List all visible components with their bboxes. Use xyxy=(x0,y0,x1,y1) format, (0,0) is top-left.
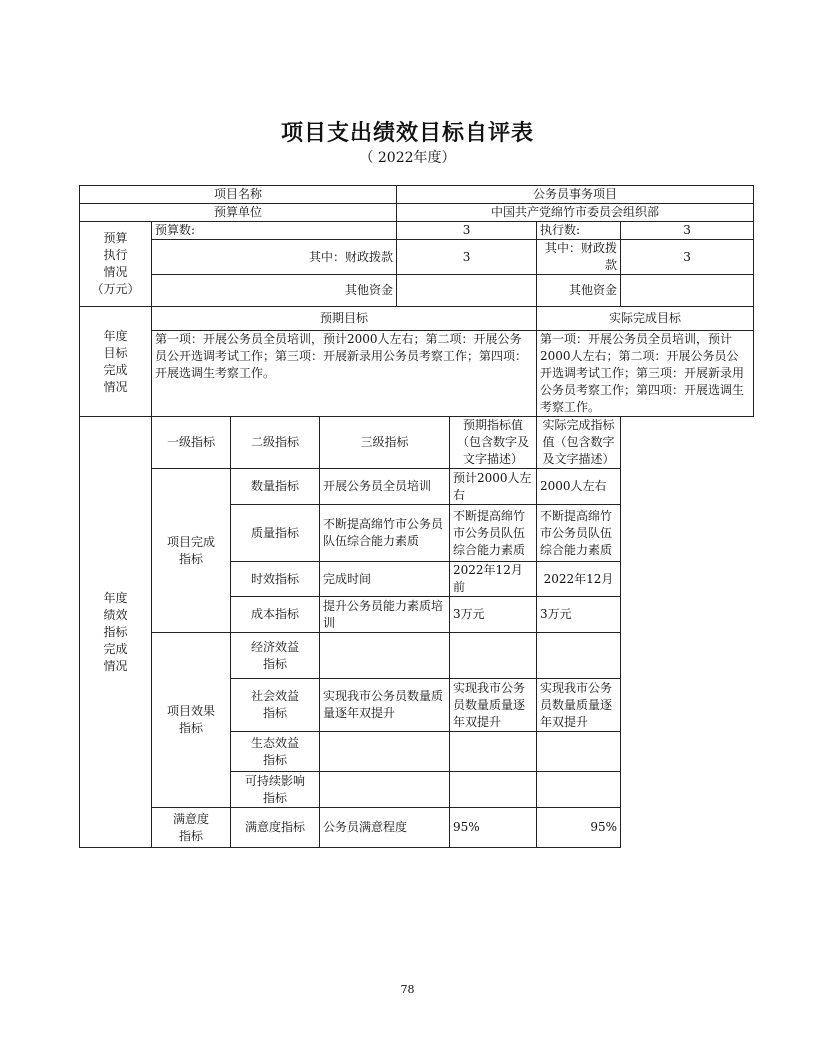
level3-cell xyxy=(320,772,450,808)
execution-amount-value: 3 xyxy=(621,222,754,240)
expected-value-cell: 实现我市公务员数量质量逐年双提升 xyxy=(450,679,537,732)
level2-cell: 数量指标 xyxy=(231,469,320,505)
expected-value-header: 预期指标值（包含数字及文字描述） xyxy=(450,417,537,469)
expected-value-cell xyxy=(450,772,537,808)
fiscal-allocation-label: 其中：财政拨款 xyxy=(152,240,397,275)
level3-cell xyxy=(320,633,450,679)
level2-cell: 成本指标 xyxy=(231,597,320,633)
table-row xyxy=(80,633,754,679)
page-number: 78 xyxy=(400,983,415,996)
level3-cell: 开展公务员全员培训 xyxy=(320,469,450,505)
budget-section-label: 预算 执行 情况 （万元） xyxy=(80,222,152,307)
level1-header: 一级指标 xyxy=(152,417,231,469)
budget-unit-label: 预算单位 xyxy=(80,204,397,222)
budget-unit-value: 中国共产党绵竹市委员会组织部 xyxy=(397,204,754,222)
level3-cell: 不断提高绵竹市公务员队伍综合能力素质 xyxy=(320,505,450,562)
level3-header: 三级指标 xyxy=(320,417,450,469)
level2-cell: 质量指标 xyxy=(231,505,320,562)
other-funds-budget xyxy=(397,275,537,307)
indicators-section-label: 年度 绩效 指标 完成 情况 xyxy=(80,417,152,848)
execution-amount-label: 执行数: xyxy=(537,222,621,240)
project-name-value: 公务员事务项目 xyxy=(397,186,754,204)
level2-cell: 满意度指标 xyxy=(231,808,320,848)
actual-value-cell: 2000人左右 xyxy=(537,469,621,505)
level3-cell: 完成时间 xyxy=(320,562,450,597)
effect-indicators-label: 项目效果 指标 xyxy=(152,633,231,808)
level2-cell: 经济效益 指标 xyxy=(231,633,320,679)
expected-value-cell: 预计2000人左右 xyxy=(450,469,537,505)
other-funds-exec-label: 其他资金 xyxy=(537,275,621,307)
level3-cell: 实现我市公务员数量质量逐年双提升 xyxy=(320,679,450,732)
level2-cell: 社会效益 指标 xyxy=(231,679,320,732)
expected-value-cell xyxy=(450,633,537,679)
form-year: （ 2022年度） xyxy=(359,150,456,166)
expected-value-cell: 3万元 xyxy=(450,597,537,633)
level2-cell: 时效指标 xyxy=(231,562,320,597)
actual-value-cell xyxy=(537,772,621,808)
other-funds-label: 其他资金 xyxy=(152,275,397,307)
actual-value-cell: 实现我市公务员数量质量逐年双提升 xyxy=(537,679,621,732)
actual-value-cell: 3万元 xyxy=(537,597,621,633)
expected-goal-header: 预期目标 xyxy=(152,307,537,331)
actual-value-header: 实际完成指标值（包含数字及文字描述） xyxy=(537,417,621,469)
actual-value-cell: 95% xyxy=(537,808,621,848)
expected-goal-text: 第一项：开展公务员全员培训，预计2000人左右；第二项：开展公务员公开选调考试工作；第三项：开展新录用公务员考察工作；第四项：开展选调生考察工作。 xyxy=(152,331,537,417)
level3-cell xyxy=(320,732,450,772)
expected-value-cell xyxy=(450,732,537,772)
satisfaction-indicators-label: 满意度 指标 xyxy=(152,808,231,848)
expected-value-cell: 不断提高绵竹市公务员队伍综合能力素质 xyxy=(450,505,537,562)
actual-value-cell: 2022年12月 xyxy=(537,562,621,597)
actual-value-cell xyxy=(537,732,621,772)
fiscal-allocation-exec: 3 xyxy=(621,240,754,275)
performance-table xyxy=(79,185,754,848)
budget-amount-value: 3 xyxy=(397,222,537,240)
level2-cell: 可持续影响 指标 xyxy=(231,772,320,808)
fiscal-allocation-exec-label: 其中：财政拨款 xyxy=(537,240,621,275)
actual-value-cell: 不断提高绵竹市公务员队伍综合能力素质 xyxy=(537,505,621,562)
level3-cell: 提升公务员能力素质培训 xyxy=(320,597,450,633)
actual-goal-header: 实际完成目标 xyxy=(537,307,754,331)
fiscal-allocation-budget: 3 xyxy=(397,240,537,275)
level2-cell: 生态效益 指标 xyxy=(231,732,320,772)
other-funds-exec xyxy=(621,275,754,307)
project-name-label: 项目名称 xyxy=(80,186,397,204)
expected-value-cell: 95% xyxy=(450,808,537,848)
form-title: 项目支出绩效目标自评表 xyxy=(280,121,534,146)
actual-value-cell xyxy=(537,633,621,679)
goals-section-label: 年度 目标 完成 情况 xyxy=(80,307,152,417)
table-row xyxy=(80,808,754,848)
actual-goal-text: 第一项：开展公务员全员培训，预计2000人左右；第二项：开展公务员公开选调考试工作；第三项：开展新录用公务员考察工作；第四项：开展选调生考察工作。 xyxy=(537,331,754,417)
level2-header: 二级指标 xyxy=(231,417,320,469)
expected-value-cell: 2022年12月前 xyxy=(450,562,537,597)
budget-amount-label: 预算数: xyxy=(152,222,397,240)
output-indicators-label: 项目完成 指标 xyxy=(152,469,231,633)
level3-cell: 公务员满意程度 xyxy=(320,808,450,848)
table-row xyxy=(80,469,754,505)
